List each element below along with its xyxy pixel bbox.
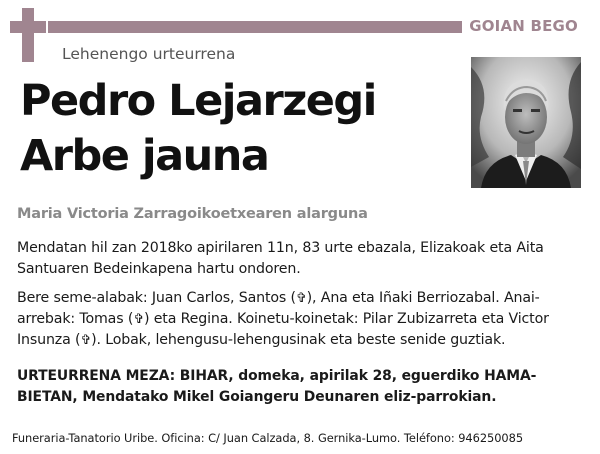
deceased-name: [20, 74, 450, 184]
cross-icon-horizontal: [10, 21, 46, 33]
deceased-name-line-1: Pedro Lejarzegi: [20, 76, 376, 126]
funeral-home-footer: Funeraria-Tanatorio Uribe. Oficina: C/ Juan Calzada, 8. Gernika-Lumo. Teléfono: 946250085: [12, 431, 524, 445]
family-text-a: Bere seme-alabak: Juan Carlos, Santos (: [17, 290, 296, 306]
family-text-d: ). Lobak, lehengusu-lehengusinak eta beste senide guztiak.: [91, 332, 506, 348]
deceased-name-line-2: Arbe jauna: [20, 131, 269, 181]
latin-cross-icon: ✞: [80, 333, 92, 348]
mass-paragraph: URTEURRENA MEZA: BIHAR, domeka, apirilak 28, eguerdiko HAMA-BIETAN, Mendatako Mikel Goiangeru Deunaren eliz-parrokian.: [17, 368, 537, 405]
cross-icon-vertical: [22, 8, 34, 62]
header-rule: [48, 21, 462, 33]
latin-cross-icon: ✞: [133, 312, 144, 327]
family-text-c: ) eta Regina. Koinetu-koinetak: Pilar Zubizarreta eta Victor Insunza (: [17, 311, 549, 348]
family-text-b: ), Ana eta Iñaki Berriozabal. Anai-arrebak: Tomas (: [17, 290, 540, 327]
latin-cross-icon: ✞: [295, 291, 307, 306]
death-paragraph: Mendatan hil zan 2018ko apirilaren 11n, 83 urte ebazala, Elizakoak eta Aita Santuaren Bedeinkapena hartu ondoren.: [17, 240, 544, 277]
portrait-photo: [471, 57, 581, 188]
family-paragraph: [17, 288, 587, 351]
section-label: GOIAN BEGO: [469, 17, 578, 35]
anniversary-label: Lehenengo urteurrena: [62, 45, 236, 63]
spouse-line: Maria Victoria Zarragoikoetxearen alarguna: [17, 206, 368, 222]
